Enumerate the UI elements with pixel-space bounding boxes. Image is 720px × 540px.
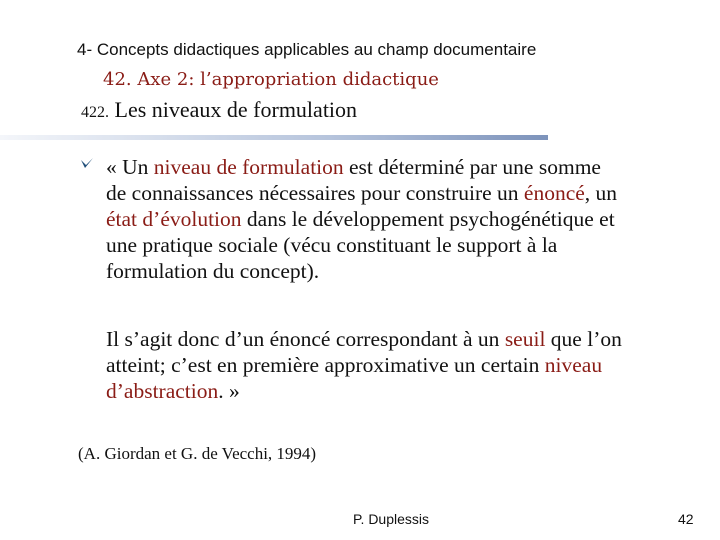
highlight-term: niveau — [544, 353, 603, 377]
citation: (A. Giordan et G. de Vecchi, 1994) — [78, 444, 317, 463]
quote-line — [106, 180, 706, 206]
quote-line — [106, 206, 706, 232]
quote-paragraph-1 — [106, 154, 706, 284]
checkmark-bullet-icon — [80, 157, 94, 171]
highlight-term: énoncé — [523, 181, 585, 205]
highlight-term: seuil — [504, 327, 546, 351]
quote-line — [106, 326, 706, 352]
highlight-term: état d’évolution — [106, 207, 242, 231]
quote-text: dans le développement psychogénétique et — [241, 207, 615, 231]
quote-text: est déterminé par une somme — [343, 155, 601, 179]
highlight-term: d’abstraction — [106, 379, 219, 403]
quote-line — [106, 378, 706, 404]
highlight-term: niveau de formulation — [153, 155, 344, 179]
quote-line: une pratique sociale (vécu constituant le support à la — [106, 233, 558, 257]
quote-line — [106, 154, 706, 180]
section-number: 422. — [81, 104, 109, 121]
quote-text: atteint; c’est en première approximative un certain — [106, 353, 545, 377]
page-number: 42 — [678, 511, 694, 527]
section-title-text: Les niveaux de formulation — [114, 97, 358, 122]
quote-text: . » — [218, 379, 240, 403]
axis-title: 42. Axe 2: l’appropriation didactique — [103, 69, 439, 90]
quote-text: que l’on — [545, 327, 622, 351]
divider-rule — [0, 135, 548, 140]
quote-text: , un — [584, 181, 618, 205]
chapter-heading: 4- Concepts didactiques applicables au champ documentaire — [77, 40, 537, 59]
footer-author: P. Duplessis — [353, 511, 430, 527]
quote-line: formulation du concept). — [106, 259, 320, 283]
quote-paragraph-2 — [106, 326, 706, 404]
section-title — [81, 97, 357, 123]
quote-text: « Un — [106, 155, 154, 179]
quote-text: de connaissances nécessaires pour construire un — [106, 181, 524, 205]
quote-line — [106, 352, 706, 378]
quote-text: Il s’agit donc d’un énoncé correspondant à un — [106, 327, 505, 351]
